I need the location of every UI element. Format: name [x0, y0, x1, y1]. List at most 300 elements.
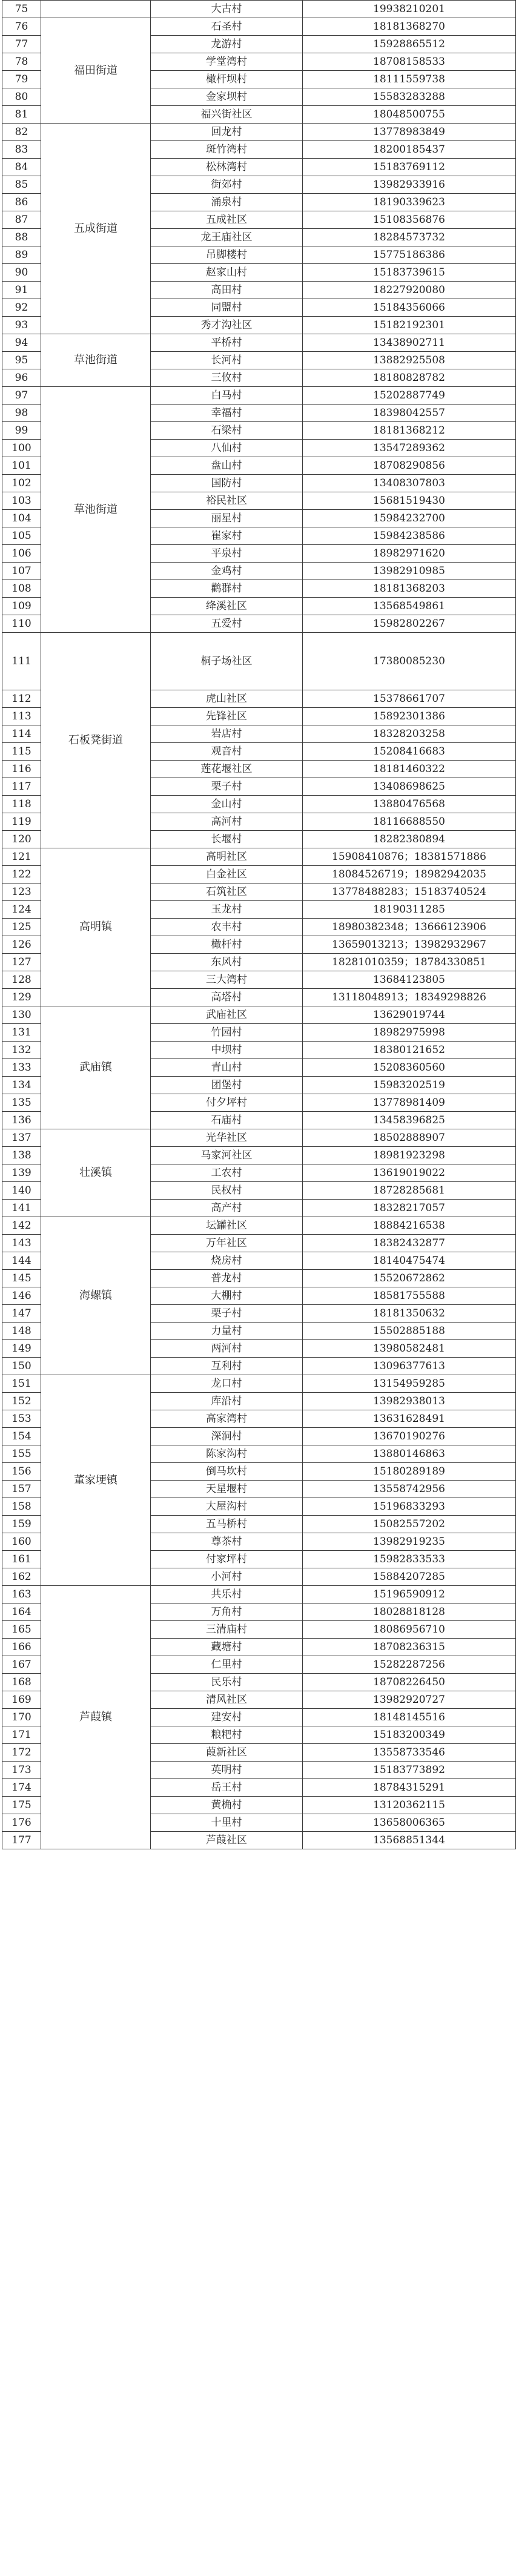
village-name: 八仙村 — [151, 440, 303, 457]
phone-number: 13982919235 — [303, 1533, 516, 1551]
row-number: 121 — [2, 848, 41, 866]
row-number: 140 — [2, 1182, 41, 1200]
row-number: 124 — [2, 901, 41, 919]
phone-number: 15502885188 — [303, 1323, 516, 1340]
town-name: 武庙镇 — [41, 1006, 151, 1129]
row-number: 150 — [2, 1358, 41, 1375]
village-name: 大古村 — [151, 1, 303, 18]
row-number: 83 — [2, 141, 41, 159]
village-name: 葭新社区 — [151, 1744, 303, 1762]
row-number: 93 — [2, 317, 41, 334]
village-name: 回龙村 — [151, 124, 303, 141]
phone-number: 18981923298 — [303, 1147, 516, 1164]
village-name: 万角村 — [151, 1603, 303, 1621]
village-name: 三攸村 — [151, 369, 303, 387]
village-name: 长河村 — [151, 352, 303, 369]
phone-number: 13408307803 — [303, 475, 516, 492]
village-name: 金山村 — [151, 796, 303, 813]
phone-number: 15984238586 — [303, 527, 516, 545]
table-row — [2, 124, 516, 141]
village-name: 普龙村 — [151, 1270, 303, 1287]
phone-number: 18180828782 — [303, 369, 516, 387]
village-name: 深洞村 — [151, 1428, 303, 1445]
phone-number: 15184356066 — [303, 299, 516, 317]
row-number: 161 — [2, 1551, 41, 1568]
village-name: 建安村 — [151, 1709, 303, 1726]
row-number: 154 — [2, 1428, 41, 1445]
row-number: 82 — [2, 124, 41, 141]
village-name: 盘山村 — [151, 457, 303, 475]
village-name: 先锋社区 — [151, 708, 303, 725]
village-name: 鹳群村 — [151, 580, 303, 598]
phone-number: 13982933916 — [303, 176, 516, 194]
row-number: 168 — [2, 1674, 41, 1691]
row-number: 144 — [2, 1252, 41, 1270]
phone-number: 18190311285 — [303, 901, 516, 919]
phone-number: 15183769112 — [303, 159, 516, 176]
village-name: 天星堰村 — [151, 1481, 303, 1498]
table-row — [2, 18, 516, 36]
village-name: 国防村 — [151, 475, 303, 492]
village-name: 芦葭社区 — [151, 1832, 303, 1849]
row-number: 110 — [2, 615, 41, 633]
village-name: 学堂湾村 — [151, 53, 303, 71]
village-name: 倒马坎村 — [151, 1463, 303, 1481]
row-number: 78 — [2, 53, 41, 71]
phone-number: 13778983849 — [303, 124, 516, 141]
row-number: 98 — [2, 405, 41, 422]
phone-number: 15196590912 — [303, 1586, 516, 1603]
village-name: 武庙社区 — [151, 1006, 303, 1024]
phone-number: 15884207285 — [303, 1568, 516, 1586]
row-number: 126 — [2, 936, 41, 954]
table-row — [2, 1129, 516, 1147]
row-number: 147 — [2, 1305, 41, 1323]
row-number: 166 — [2, 1639, 41, 1656]
phone-number: 15681519430 — [303, 492, 516, 510]
phone-number: 13558733546 — [303, 1744, 516, 1762]
village-name: 共乐村 — [151, 1586, 303, 1603]
phone-number: 15196833293 — [303, 1498, 516, 1516]
row-number: 157 — [2, 1481, 41, 1498]
village-name: 工农村 — [151, 1164, 303, 1182]
village-name: 栗子村 — [151, 1305, 303, 1323]
phone-number: 13631628491 — [303, 1410, 516, 1428]
row-number: 155 — [2, 1445, 41, 1463]
village-name: 大棚村 — [151, 1287, 303, 1305]
phone-number: 15183739615 — [303, 264, 516, 282]
village-name: 涌泉村 — [151, 194, 303, 211]
village-name: 松林湾村 — [151, 159, 303, 176]
phone-number: 15583283288 — [303, 88, 516, 106]
phone-number: 18980382348；13666123906 — [303, 919, 516, 936]
row-number: 75 — [2, 1, 41, 18]
row-number: 89 — [2, 246, 41, 264]
phone-number: 15202887749 — [303, 387, 516, 405]
phone-number: 15908410876；18381571886 — [303, 848, 516, 866]
table-row — [2, 633, 516, 690]
row-number: 174 — [2, 1779, 41, 1797]
village-name: 石筑社区 — [151, 883, 303, 901]
table-row — [2, 1217, 516, 1235]
row-number: 112 — [2, 690, 41, 708]
phone-number: 15208360560 — [303, 1059, 516, 1077]
row-number: 136 — [2, 1112, 41, 1129]
village-name: 橄杆村 — [151, 936, 303, 954]
village-name: 黄桷村 — [151, 1797, 303, 1814]
phone-number: 15108356876 — [303, 211, 516, 229]
village-name: 光华社区 — [151, 1129, 303, 1147]
phone-number: 15378661707 — [303, 690, 516, 708]
village-name: 石圣村 — [151, 18, 303, 36]
row-number: 170 — [2, 1709, 41, 1726]
table-row — [2, 387, 516, 405]
row-number: 122 — [2, 866, 41, 883]
phone-number: 18708236315 — [303, 1639, 516, 1656]
row-number: 159 — [2, 1516, 41, 1533]
row-number: 135 — [2, 1094, 41, 1112]
village-name: 桐子场社区 — [151, 633, 303, 690]
row-number: 77 — [2, 36, 41, 53]
village-name: 秀才沟社区 — [151, 317, 303, 334]
phone-number: 18181368270 — [303, 18, 516, 36]
row-number: 116 — [2, 761, 41, 778]
phone-number: 15775186386 — [303, 246, 516, 264]
row-number: 97 — [2, 387, 41, 405]
town-name: 五成街道 — [41, 124, 151, 334]
village-name: 斑竹湾村 — [151, 141, 303, 159]
phone-number: 15984232700 — [303, 510, 516, 527]
row-number: 153 — [2, 1410, 41, 1428]
row-number: 84 — [2, 159, 41, 176]
village-name: 马家河社区 — [151, 1147, 303, 1164]
village-name: 岳王村 — [151, 1779, 303, 1797]
phone-number: 18982971620 — [303, 545, 516, 563]
row-number: 169 — [2, 1691, 41, 1709]
village-name: 粮粑村 — [151, 1726, 303, 1744]
village-name: 福兴街社区 — [151, 106, 303, 124]
phone-number: 13154959285 — [303, 1375, 516, 1393]
row-number: 106 — [2, 545, 41, 563]
phone-number: 18281010359；18784330851 — [303, 954, 516, 971]
phone-number: 13778981409 — [303, 1094, 516, 1112]
village-name: 同盟村 — [151, 299, 303, 317]
phone-number: 19938210201 — [303, 1, 516, 18]
row-number: 162 — [2, 1568, 41, 1586]
row-number: 111 — [2, 633, 41, 690]
row-number: 141 — [2, 1200, 41, 1217]
phone-number: 13980582481 — [303, 1340, 516, 1358]
phone-number: 15983202519 — [303, 1077, 516, 1094]
village-name: 石梁村 — [151, 422, 303, 440]
table-row — [2, 334, 516, 352]
phone-number: 13982920727 — [303, 1691, 516, 1709]
phone-number: 15520672862 — [303, 1270, 516, 1287]
row-number: 176 — [2, 1814, 41, 1832]
phone-number: 18190339623 — [303, 194, 516, 211]
village-name: 民乐村 — [151, 1674, 303, 1691]
row-number: 158 — [2, 1498, 41, 1516]
phone-number: 13568851344 — [303, 1832, 516, 1849]
town-name: 董家埂镇 — [41, 1375, 151, 1586]
row-number: 149 — [2, 1340, 41, 1358]
village-name: 岩店村 — [151, 725, 303, 743]
phone-number: 15928865512 — [303, 36, 516, 53]
town-name: 石板凳街道 — [41, 633, 151, 848]
row-number: 172 — [2, 1744, 41, 1762]
phone-number: 13558742956 — [303, 1481, 516, 1498]
village-name: 石庙村 — [151, 1112, 303, 1129]
row-number: 131 — [2, 1024, 41, 1042]
village-name: 力量村 — [151, 1323, 303, 1340]
village-name: 仁里村 — [151, 1656, 303, 1674]
town-name: 草池街道 — [41, 334, 151, 387]
phone-number: 13670190276 — [303, 1428, 516, 1445]
row-number: 173 — [2, 1762, 41, 1779]
phone-number: 18382432877 — [303, 1235, 516, 1252]
phone-number: 18148145516 — [303, 1709, 516, 1726]
row-number: 88 — [2, 229, 41, 246]
village-name: 平泉村 — [151, 545, 303, 563]
town-name: 草池街道 — [41, 387, 151, 633]
phone-number: 13629019744 — [303, 1006, 516, 1024]
village-name: 高明社区 — [151, 848, 303, 866]
phone-number: 18181368203 — [303, 580, 516, 598]
table-row — [2, 1006, 516, 1024]
village-name: 高田村 — [151, 282, 303, 299]
phone-number: 15082557202 — [303, 1516, 516, 1533]
phone-number: 13408698625 — [303, 778, 516, 796]
row-number: 138 — [2, 1147, 41, 1164]
phone-number: 15183200349 — [303, 1726, 516, 1744]
row-number: 96 — [2, 369, 41, 387]
row-number: 107 — [2, 563, 41, 580]
phone-number: 13982938013 — [303, 1393, 516, 1410]
row-number: 163 — [2, 1586, 41, 1603]
phone-number: 15982802267 — [303, 615, 516, 633]
village-name: 观音村 — [151, 743, 303, 761]
village-name: 三清庙村 — [151, 1621, 303, 1639]
phone-number: 18328217057 — [303, 1200, 516, 1217]
village-name: 中坝村 — [151, 1042, 303, 1059]
village-name: 高产村 — [151, 1200, 303, 1217]
row-number: 160 — [2, 1533, 41, 1551]
village-name: 五马桥村 — [151, 1516, 303, 1533]
table-row — [2, 1375, 516, 1393]
village-name: 两河村 — [151, 1340, 303, 1358]
village-name: 民权村 — [151, 1182, 303, 1200]
row-number: 81 — [2, 106, 41, 124]
row-number: 99 — [2, 422, 41, 440]
phone-number: 13568549861 — [303, 598, 516, 615]
town-name: 高明镇 — [41, 848, 151, 1006]
row-number: 130 — [2, 1006, 41, 1024]
village-name: 玉龙村 — [151, 901, 303, 919]
phone-number: 18181368212 — [303, 422, 516, 440]
row-number: 145 — [2, 1270, 41, 1287]
village-name: 付家坪村 — [151, 1551, 303, 1568]
row-number: 94 — [2, 334, 41, 352]
phone-number: 18581755588 — [303, 1287, 516, 1305]
contact-table — [2, 0, 516, 1849]
phone-number: 15182192301 — [303, 317, 516, 334]
phone-number: 15892301386 — [303, 708, 516, 725]
row-number: 128 — [2, 971, 41, 989]
village-name: 龙口村 — [151, 1375, 303, 1393]
row-number: 125 — [2, 919, 41, 936]
row-number: 175 — [2, 1797, 41, 1814]
phone-number: 13458396825 — [303, 1112, 516, 1129]
village-name: 长堰村 — [151, 831, 303, 848]
row-number: 85 — [2, 176, 41, 194]
village-name: 五成社区 — [151, 211, 303, 229]
phone-number: 18982975998 — [303, 1024, 516, 1042]
village-name: 高塔村 — [151, 989, 303, 1006]
phone-number: 18884216538 — [303, 1217, 516, 1235]
phone-number: 18086956710 — [303, 1621, 516, 1639]
town-name: 海螺镇 — [41, 1217, 151, 1375]
phone-number: 15982833533 — [303, 1551, 516, 1568]
row-number: 167 — [2, 1656, 41, 1674]
phone-number: 18284573732 — [303, 229, 516, 246]
phone-number: 18784315291 — [303, 1779, 516, 1797]
row-number: 123 — [2, 883, 41, 901]
row-number: 100 — [2, 440, 41, 457]
row-number: 146 — [2, 1287, 41, 1305]
row-number: 171 — [2, 1726, 41, 1744]
phone-number: 18048500755 — [303, 106, 516, 124]
town-name: 福田街道 — [41, 18, 151, 124]
village-name: 陈家沟村 — [151, 1445, 303, 1463]
village-name: 平桥村 — [151, 334, 303, 352]
row-number: 95 — [2, 352, 41, 369]
village-name: 吊脚楼村 — [151, 246, 303, 264]
row-number: 76 — [2, 18, 41, 36]
town-name: 芦葭镇 — [41, 1586, 151, 1849]
row-number: 118 — [2, 796, 41, 813]
row-number: 152 — [2, 1393, 41, 1410]
phone-number: 13438902711 — [303, 334, 516, 352]
village-name: 小河村 — [151, 1568, 303, 1586]
phone-number: 13659013213；13982932967 — [303, 936, 516, 954]
row-number: 164 — [2, 1603, 41, 1621]
village-name: 尊茶村 — [151, 1533, 303, 1551]
row-number: 90 — [2, 264, 41, 282]
village-name: 龙游村 — [151, 36, 303, 53]
village-name: 幸福村 — [151, 405, 303, 422]
row-number: 143 — [2, 1235, 41, 1252]
village-name: 三大湾村 — [151, 971, 303, 989]
table-row — [2, 1, 516, 18]
phone-number: 13619019022 — [303, 1164, 516, 1182]
phone-number: 18200185437 — [303, 141, 516, 159]
phone-number: 18227920080 — [303, 282, 516, 299]
village-name: 高家湾村 — [151, 1410, 303, 1428]
phone-number: 13684123805 — [303, 971, 516, 989]
row-number: 102 — [2, 475, 41, 492]
row-number: 115 — [2, 743, 41, 761]
phone-number: 13547289362 — [303, 440, 516, 457]
village-name: 十里村 — [151, 1814, 303, 1832]
row-number: 120 — [2, 831, 41, 848]
village-name: 莲花堰社区 — [151, 761, 303, 778]
phone-number: 18140475474 — [303, 1252, 516, 1270]
village-name: 青山村 — [151, 1059, 303, 1077]
village-name: 街郊村 — [151, 176, 303, 194]
row-number: 142 — [2, 1217, 41, 1235]
row-number: 117 — [2, 778, 41, 796]
phone-number: 18282380894 — [303, 831, 516, 848]
phone-number: 18728285681 — [303, 1182, 516, 1200]
village-name: 竹园村 — [151, 1024, 303, 1042]
village-name: 崔家村 — [151, 527, 303, 545]
row-number: 177 — [2, 1832, 41, 1849]
row-number: 151 — [2, 1375, 41, 1393]
village-name: 橄杆坝村 — [151, 71, 303, 88]
row-number: 137 — [2, 1129, 41, 1147]
row-number: 101 — [2, 457, 41, 475]
row-number: 87 — [2, 211, 41, 229]
phone-number: 18708226450 — [303, 1674, 516, 1691]
village-name: 团堡村 — [151, 1077, 303, 1094]
phone-number: 18111559738 — [303, 71, 516, 88]
row-number: 104 — [2, 510, 41, 527]
phone-number: 18084526719；18982942035 — [303, 866, 516, 883]
row-number: 156 — [2, 1463, 41, 1481]
phone-number: 18181350632 — [303, 1305, 516, 1323]
village-name: 金家坝村 — [151, 88, 303, 106]
row-number: 113 — [2, 708, 41, 725]
village-name: 坛罐社区 — [151, 1217, 303, 1235]
phone-number: 15282287256 — [303, 1656, 516, 1674]
phone-number: 17380085230 — [303, 633, 516, 690]
row-number: 114 — [2, 725, 41, 743]
village-name: 烧房村 — [151, 1252, 303, 1270]
phone-number: 13880146863 — [303, 1445, 516, 1463]
phone-number: 13118048913；18349298826 — [303, 989, 516, 1006]
phone-number: 15180289189 — [303, 1463, 516, 1481]
village-name: 万年社区 — [151, 1235, 303, 1252]
row-number: 91 — [2, 282, 41, 299]
row-number: 105 — [2, 527, 41, 545]
phone-number: 18028818128 — [303, 1603, 516, 1621]
row-number: 133 — [2, 1059, 41, 1077]
phone-number: 13880476568 — [303, 796, 516, 813]
row-number: 148 — [2, 1323, 41, 1340]
village-name: 龙王庙社区 — [151, 229, 303, 246]
phone-number: 13658006365 — [303, 1814, 516, 1832]
village-name: 东风村 — [151, 954, 303, 971]
phone-number: 18380121652 — [303, 1042, 516, 1059]
row-number: 139 — [2, 1164, 41, 1182]
table-row — [2, 848, 516, 866]
phone-number: 15183773892 — [303, 1762, 516, 1779]
phone-number: 18502888907 — [303, 1129, 516, 1147]
phone-number: 18181460322 — [303, 761, 516, 778]
row-number: 108 — [2, 580, 41, 598]
phone-number: 18708290856 — [303, 457, 516, 475]
row-number: 92 — [2, 299, 41, 317]
village-name: 金鸡村 — [151, 563, 303, 580]
village-name: 高河村 — [151, 813, 303, 831]
row-number: 119 — [2, 813, 41, 831]
village-name: 清风社区 — [151, 1691, 303, 1709]
contact-table-body — [2, 1, 516, 1849]
village-name: 大屋沟村 — [151, 1498, 303, 1516]
village-name: 丽星村 — [151, 510, 303, 527]
village-name: 农丰村 — [151, 919, 303, 936]
phone-number: 18708158533 — [303, 53, 516, 71]
